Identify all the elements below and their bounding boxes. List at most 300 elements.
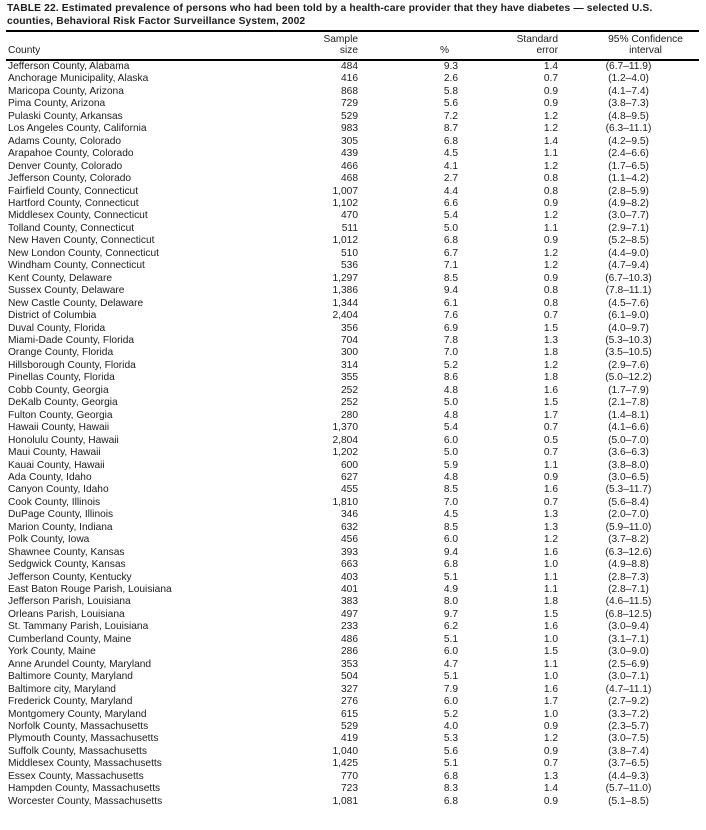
sample-size-cell: 704 (341, 334, 358, 346)
col-header-sample-size-line1: Sample (323, 34, 358, 46)
percent-cell: 7.0 (443, 496, 458, 508)
std-error-cell: 1.1 (543, 459, 558, 471)
county-cell: Fulton County, Georgia (8, 409, 113, 421)
sample-size-cell: 233 (341, 621, 358, 633)
ci-cell: (5.2–8.5) (608, 235, 649, 247)
ci-cell: (6.3–11.1) (605, 123, 652, 135)
std-error-cell: 0.9 (543, 795, 558, 807)
sample-size-cell: 2,404 (332, 310, 358, 322)
percent-cell: 6.8 (443, 559, 458, 571)
county-cell: Shawnee County, Kansas (8, 546, 125, 558)
table-row (6, 696, 699, 708)
std-error-cell: 1.5 (543, 322, 558, 334)
std-error-cell: 1.8 (543, 596, 558, 608)
ci-cell: (3.0–7.7) (608, 210, 649, 222)
county-cell: Pima County, Arizona (8, 98, 106, 110)
county-cell: Orange County, Florida (8, 347, 114, 359)
county-cell: Kent County, Delaware (8, 272, 113, 284)
col-header-std-error-line2: error (536, 45, 558, 57)
table-row (6, 310, 699, 322)
table-row (6, 746, 699, 758)
ci-cell: (2.1–7.8) (608, 397, 649, 409)
percent-cell: 6.0 (443, 434, 458, 446)
percent-cell: 4.8 (443, 409, 458, 421)
county-cell: New London County, Connecticut (8, 247, 160, 259)
ci-cell: (2.9–7.1) (608, 222, 649, 234)
table-title-line2: counties, Behavioral Risk Factor Surveillance System, 2002 (7, 15, 306, 27)
ci-cell: (5.7–11.0) (605, 783, 652, 795)
std-error-cell: 1.6 (543, 683, 558, 695)
percent-cell: 9.4 (443, 546, 458, 558)
col-header-std-error (458, 32, 558, 60)
ci-cell: (7.8–11.1) (605, 285, 652, 297)
percent-cell: 6.9 (443, 322, 458, 334)
std-error-cell: 0.9 (543, 471, 558, 483)
county-cell: Norfolk County, Massachusetts (8, 721, 149, 733)
std-error-cell: 1.2 (543, 160, 558, 172)
county-cell: Anchorage Municipality, Alaska (8, 73, 149, 85)
table-row (6, 472, 699, 484)
table-row (6, 210, 699, 222)
ci-cell: (3.0–9.0) (608, 646, 649, 658)
percent-cell: 6.8 (443, 795, 458, 807)
std-error-cell: 0.9 (543, 721, 558, 733)
table-row (6, 347, 699, 359)
ci-cell: (6.1–9.0) (608, 310, 649, 322)
std-error-cell: 1.2 (543, 260, 558, 272)
percent-cell: 7.8 (443, 334, 458, 346)
percent-cell: 4.9 (443, 584, 458, 596)
table-row (6, 73, 699, 85)
percent-cell: 2.7 (443, 173, 458, 185)
table-row (6, 335, 699, 347)
table-row (6, 60, 699, 73)
table-row (6, 323, 699, 335)
std-error-cell: 1.6 (543, 546, 558, 558)
ci-cell: (2.3–5.7) (608, 721, 649, 733)
sample-size-cell: 983 (341, 123, 358, 135)
county-cell: Jefferson County, Alabama (8, 61, 130, 72)
std-error-cell: 1.2 (543, 123, 558, 135)
sample-size-cell: 2,804 (332, 434, 358, 446)
sample-size-cell: 416 (341, 73, 358, 85)
ci-cell: (3.3–7.2) (608, 708, 649, 720)
county-cell: Duval County, Florida (8, 322, 106, 334)
county-cell: Maui County, Hawaii (8, 447, 101, 459)
county-cell: Denver County, Colorado (8, 160, 123, 172)
ci-cell: (3.8–7.3) (608, 98, 649, 110)
percent-cell: 5.0 (443, 447, 458, 459)
county-cell: Hillsborough County, Florida (8, 359, 136, 371)
sample-size-cell: 383 (341, 596, 358, 608)
county-cell: Canyon County, Idaho (8, 484, 109, 496)
percent-cell: 8.0 (443, 596, 458, 608)
table-row (6, 572, 699, 584)
std-error-cell: 1.3 (543, 770, 558, 782)
ci-cell: (3.7–8.2) (608, 534, 649, 546)
percent-cell: 9.3 (443, 61, 458, 72)
ci-cell: (1.7–7.9) (608, 384, 649, 396)
sample-size-cell: 280 (341, 409, 358, 421)
table-body (6, 60, 699, 808)
sample-size-cell: 497 (341, 608, 358, 620)
ci-cell: (3.0–9.4) (608, 621, 649, 633)
table-row (6, 771, 699, 783)
col-header-confidence-interval-line1: 95% Confidence (608, 34, 683, 46)
percent-cell: 5.4 (443, 210, 458, 222)
sample-size-cell: 419 (341, 733, 358, 745)
ci-cell: (5.1–8.5) (608, 795, 649, 807)
percent-cell: 5.0 (443, 222, 458, 234)
table-row (6, 484, 699, 496)
std-error-cell: 1.3 (543, 334, 558, 346)
ci-cell: (3.7–6.5) (608, 758, 649, 770)
percent-cell: 4.5 (443, 148, 458, 160)
table-row (6, 161, 699, 173)
percent-cell: 4.0 (443, 721, 458, 733)
sample-size-cell: 439 (341, 148, 358, 160)
sample-size-cell: 455 (341, 484, 358, 496)
ci-cell: (2.5–6.9) (608, 658, 649, 670)
std-error-cell: 1.2 (543, 534, 558, 546)
table-row (6, 235, 699, 247)
table-title-line1: TABLE 22. Estimated prevalence of persons who had been told by a health-care provider that they have diabetes — selected U.S. (7, 3, 653, 14)
table-row (6, 733, 699, 745)
ci-cell: (1.4–8.1) (608, 409, 649, 421)
county-cell: Jefferson County, Kentucky (8, 571, 132, 583)
std-error-cell: 1.1 (543, 584, 558, 596)
sample-size-cell: 327 (341, 683, 358, 695)
table-row (6, 385, 699, 397)
percent-cell: 4.7 (443, 658, 458, 670)
table-row (6, 509, 699, 521)
county-cell: York County, Maine (8, 646, 96, 658)
sample-size-cell: 511 (341, 222, 358, 234)
col-header-confidence-interval-line2: interval (629, 45, 662, 57)
percent-cell: 7.0 (443, 347, 458, 359)
std-error-cell: 0.7 (543, 496, 558, 508)
percent-cell: 5.2 (443, 708, 458, 720)
ci-cell: (4.4–9.0) (608, 247, 649, 259)
ci-cell: (4.7–9.4) (608, 260, 649, 272)
county-cell: Ada County, Idaho (8, 471, 92, 483)
table-row (6, 621, 699, 633)
std-error-cell: 0.9 (543, 235, 558, 247)
table-row (6, 123, 699, 135)
sample-size-cell: 615 (341, 708, 358, 720)
county-cell: St. Tammany Parish, Louisiana (8, 621, 149, 633)
table-row (6, 684, 699, 696)
county-cell: Orleans Parish, Louisiana (8, 608, 125, 620)
sample-size-cell: 403 (341, 571, 358, 583)
county-cell: Hawaii County, Hawaii (8, 422, 110, 434)
table-row (6, 547, 699, 559)
percent-cell: 7.1 (443, 260, 458, 272)
std-error-cell: 1.2 (543, 733, 558, 745)
county-cell: Jefferson County, Colorado (8, 173, 132, 185)
sample-size-cell: 1,202 (332, 447, 358, 459)
std-error-cell: 1.5 (543, 608, 558, 620)
col-header-std-error-line1: Standard (516, 34, 558, 46)
percent-cell: 5.9 (443, 459, 458, 471)
percent-cell: 6.1 (443, 297, 458, 309)
std-error-cell: 1.5 (543, 646, 558, 658)
std-error-cell: 1.0 (543, 671, 558, 683)
county-cell: Worcester County, Massachusetts (8, 795, 163, 807)
percent-cell: 2.6 (443, 73, 458, 85)
header-row (6, 32, 699, 60)
std-error-cell: 1.6 (543, 384, 558, 396)
std-error-cell: 0.9 (543, 272, 558, 284)
percent-cell: 4.8 (443, 471, 458, 483)
county-cell: Essex County, Massachusetts (8, 770, 144, 782)
county-cell: Cobb County, Georgia (8, 384, 109, 396)
table-row (6, 721, 699, 733)
table-row (6, 460, 699, 472)
ci-cell: (1.2–4.0) (608, 73, 649, 85)
county-cell: Hampden County, Massachusetts (8, 783, 161, 795)
ci-cell: (2.9–7.6) (608, 359, 649, 371)
ci-cell: (2.7–9.2) (608, 696, 649, 708)
sample-size-cell: 353 (341, 658, 358, 670)
ci-cell: (4.7–11.1) (605, 683, 652, 695)
ci-cell: (3.0–7.1) (608, 671, 649, 683)
sample-size-cell: 356 (341, 322, 358, 334)
std-error-cell: 1.4 (543, 61, 558, 72)
ci-cell: (4.4–9.3) (608, 770, 649, 782)
ci-cell: (6.8–12.5) (605, 608, 652, 620)
table-row (6, 372, 699, 384)
table-row (6, 559, 699, 571)
county-cell: Middlesex County, Connecticut (8, 210, 148, 222)
sample-size-cell: 252 (341, 397, 358, 409)
county-cell: Baltimore County, Maryland (8, 671, 133, 683)
sample-size-cell: 1,040 (332, 745, 358, 757)
std-error-cell: 1.2 (543, 110, 558, 122)
table-row (6, 148, 699, 160)
std-error-cell: 0.7 (543, 310, 558, 322)
std-error-cell: 0.9 (543, 98, 558, 110)
ci-cell: (3.0–6.5) (608, 471, 649, 483)
std-error-cell: 1.6 (543, 621, 558, 633)
std-error-cell: 1.2 (543, 210, 558, 222)
std-error-cell: 1.0 (543, 708, 558, 720)
table-row (6, 136, 699, 148)
county-cell: Pinellas County, Florida (8, 372, 115, 384)
sample-size-cell: 456 (341, 534, 358, 546)
ci-cell: (6.7–10.3) (605, 272, 652, 284)
county-cell: Maricopa County, Arizona (8, 85, 124, 97)
sample-size-cell: 484 (341, 61, 358, 72)
county-cell: Plymouth County, Massachusetts (8, 733, 159, 745)
percent-cell: 6.8 (443, 770, 458, 782)
ci-cell: (5.3–11.7) (605, 484, 652, 496)
std-error-cell: 1.1 (543, 148, 558, 160)
ci-cell: (4.1–6.6) (608, 422, 649, 434)
percent-cell: 5.2 (443, 359, 458, 371)
county-cell: Windham County, Connecticut (8, 260, 145, 272)
ci-cell: (3.8–8.0) (608, 459, 649, 471)
county-cell: Los Angeles County, California (8, 123, 147, 135)
col-header-confidence-interval (558, 32, 699, 60)
sample-size-cell: 1,007 (332, 185, 358, 197)
table-row (6, 646, 699, 658)
percent-cell: 6.8 (443, 135, 458, 147)
col-header-percent: % (358, 32, 458, 60)
county-cell: Pulaski County, Arkansas (8, 110, 123, 122)
percent-cell: 4.5 (443, 509, 458, 521)
std-error-cell: 1.1 (543, 222, 558, 234)
percent-cell: 5.6 (443, 745, 458, 757)
table-row (6, 783, 699, 795)
table-row (6, 609, 699, 621)
std-error-cell: 1.1 (543, 571, 558, 583)
table-row (6, 360, 699, 372)
table-row (6, 796, 699, 808)
table-row (6, 634, 699, 646)
table-title (6, 3, 699, 28)
ci-cell: (4.0–9.7) (608, 322, 649, 334)
county-cell: Fairfield County, Connecticut (8, 185, 139, 197)
sample-size-cell: 252 (341, 384, 358, 396)
sample-size-cell: 868 (341, 85, 358, 97)
ci-cell: (6.7–11.9) (605, 61, 652, 72)
ci-cell: (5.9–11.0) (605, 521, 652, 533)
ci-cell: (5.6–8.4) (608, 496, 649, 508)
sample-size-cell: 1,297 (332, 272, 358, 284)
table-row (6, 534, 699, 546)
percent-cell: 4.8 (443, 384, 458, 396)
percent-cell: 6.8 (443, 235, 458, 247)
ci-cell: (3.5–10.5) (605, 347, 652, 359)
ci-cell: (5.3–10.3) (605, 334, 652, 346)
sample-size-cell: 346 (341, 509, 358, 521)
percent-cell: 8.5 (443, 484, 458, 496)
sample-size-cell: 1,386 (332, 285, 358, 297)
ci-cell: (5.0–7.0) (608, 434, 649, 446)
table-row (6, 397, 699, 409)
ci-cell: (4.6–11.5) (605, 596, 652, 608)
std-error-cell: 1.8 (543, 372, 558, 384)
county-cell: Kauai County, Hawaii (8, 459, 105, 471)
county-cell: New Haven County, Connecticut (8, 235, 155, 247)
table-row (6, 285, 699, 297)
county-cell: Baltimore city, Maryland (8, 683, 116, 695)
std-error-cell: 1.7 (543, 409, 558, 421)
std-error-cell: 1.8 (543, 347, 558, 359)
ci-cell: (2.8–7.3) (608, 571, 649, 583)
sample-size-cell: 1,012 (332, 235, 358, 247)
std-error-cell: 0.7 (543, 758, 558, 770)
ci-cell: (3.0–7.5) (608, 733, 649, 745)
percent-cell: 9.7 (443, 608, 458, 620)
table-row (6, 497, 699, 509)
percent-cell: 6.0 (443, 534, 458, 546)
percent-cell: 6.2 (443, 621, 458, 633)
sample-size-cell: 393 (341, 546, 358, 558)
std-error-cell: 1.2 (543, 247, 558, 259)
county-cell: Frederick County, Maryland (8, 696, 133, 708)
county-cell: East Baton Rouge Parish, Louisiana (8, 584, 172, 596)
percent-cell: 5.0 (443, 397, 458, 409)
county-cell: Cumberland County, Maine (8, 633, 132, 645)
sample-size-cell: 1,102 (332, 197, 358, 209)
table-row (6, 410, 699, 422)
sample-size-cell: 529 (341, 110, 358, 122)
sample-size-cell: 1,810 (332, 496, 358, 508)
table-row (6, 435, 699, 447)
percent-cell: 5.3 (443, 733, 458, 745)
std-error-cell: 0.9 (543, 85, 558, 97)
percent-cell: 6.6 (443, 197, 458, 209)
percent-cell: 5.4 (443, 422, 458, 434)
table-row (6, 709, 699, 721)
std-error-cell: 0.9 (543, 197, 558, 209)
ci-cell: (5.0–12.2) (605, 372, 652, 384)
county-cell: Cook County, Illinois (8, 496, 101, 508)
sample-size-cell: 1,370 (332, 422, 358, 434)
sample-size-cell: 663 (341, 559, 358, 571)
sample-size-cell: 632 (341, 521, 358, 533)
col-header-sample-size-line2: size (339, 45, 358, 57)
std-error-cell: 1.7 (543, 696, 558, 708)
county-cell: Hartford County, Connecticut (8, 197, 139, 209)
sample-size-cell: 486 (341, 633, 358, 645)
std-error-cell: 0.8 (543, 185, 558, 197)
table-row (6, 86, 699, 98)
percent-cell: 7.6 (443, 310, 458, 322)
ci-cell: (1.1–4.2) (608, 173, 649, 185)
county-cell: DeKalb County, Georgia (8, 397, 118, 409)
county-cell: Arapahoe County, Colorado (8, 148, 134, 160)
table-row (6, 298, 699, 310)
ci-cell: (4.9–8.2) (608, 197, 649, 209)
percent-cell: 6.0 (443, 696, 458, 708)
std-error-cell: 1.6 (543, 484, 558, 496)
percent-cell: 5.6 (443, 98, 458, 110)
std-error-cell: 0.8 (543, 297, 558, 309)
county-cell: Montgomery County, Maryland (8, 708, 147, 720)
county-cell: Jefferson Parish, Louisiana (8, 596, 131, 608)
table-row (6, 671, 699, 683)
table-row (6, 223, 699, 235)
table-row (6, 198, 699, 210)
sample-size-cell: 1,425 (332, 758, 358, 770)
table-row (6, 186, 699, 198)
percent-cell: 4.1 (443, 160, 458, 172)
percent-cell: 7.2 (443, 110, 458, 122)
ci-cell: (4.5–7.6) (608, 297, 649, 309)
county-cell: Miami-Dade County, Florida (8, 334, 135, 346)
county-cell: DuPage County, Illinois (8, 509, 114, 521)
std-error-cell: 1.3 (543, 521, 558, 533)
table-row (6, 584, 699, 596)
sample-size-cell: 504 (341, 671, 358, 683)
ci-cell: (4.1–7.4) (608, 85, 649, 97)
county-cell: New Castle County, Delaware (8, 297, 144, 309)
std-error-cell: 0.8 (543, 173, 558, 185)
col-header-county: County (6, 32, 317, 60)
percent-cell: 4.4 (443, 185, 458, 197)
ci-cell: (1.7–6.5) (608, 160, 649, 172)
std-error-cell: 1.4 (543, 135, 558, 147)
sample-size-cell: 401 (341, 584, 358, 596)
percent-cell: 6.7 (443, 247, 458, 259)
std-error-cell: 1.3 (543, 509, 558, 521)
county-cell: Anne Arundel County, Maryland (8, 658, 152, 670)
percent-cell: 8.5 (443, 272, 458, 284)
std-error-cell: 1.0 (543, 633, 558, 645)
